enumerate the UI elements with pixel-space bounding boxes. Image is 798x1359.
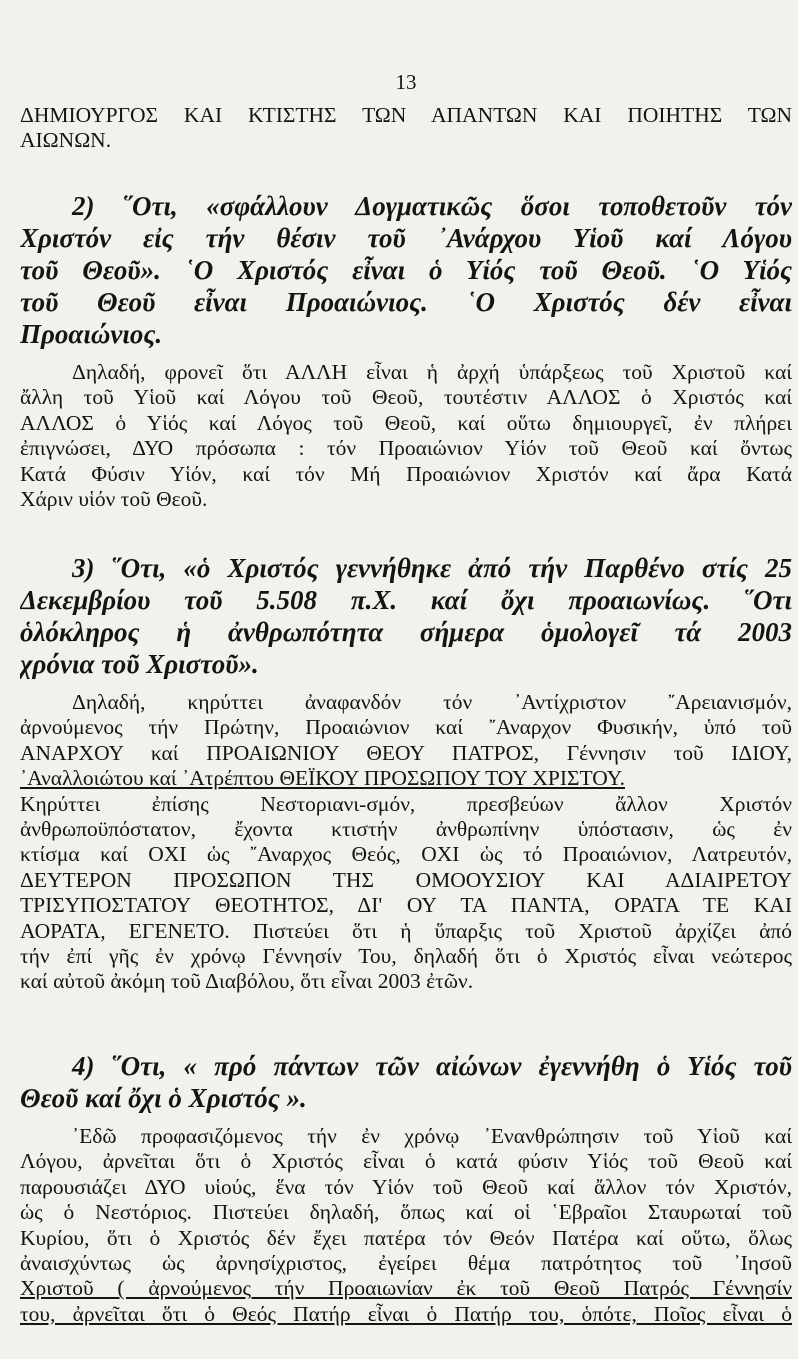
- heading-line: Προαιώνιος.: [20, 319, 163, 349]
- text-line: ὡς ὁ Νεστόριος. Πιστεύει δηλαδή, ὅπως καί οἱ ῾Εβραῖοι Σταυρωταί τοῦ: [20, 1200, 792, 1225]
- heading-line: 3) ῞Οτι, «ὁ Χριστός γεννήθηκε ἀπό τήν Παρθένο στίς 25: [72, 553, 792, 583]
- heading-line: 2) ῞Οτι, «σφάλλουν Δογματικῶς ὅσοι τοποθετοῦν τόν: [72, 191, 792, 221]
- paragraph-2: [20, 360, 792, 512]
- text-line: Κηρύττει ἐπίσης Νεστοριανι-σμόν, πρεσβεύων ἄλλον Χριστόν: [20, 791, 792, 816]
- text-line: Κατά Φύσιν Υἱόν, καί τόν Μή Προαιώνιον Χριστόν καί ἄρα Κατά: [20, 461, 792, 486]
- heading-line: τοῦ Θεοῦ». ῾Ο Χριστός εἶναι ὁ Υἱός τοῦ Θεοῦ. ῾Ο Υἱός: [20, 255, 792, 285]
- text-line: Λόγου, ἀρνεῖται ὅτι ὁ Χριστός εἶναι ὁ κατά φύσιν Υἱός τοῦ Θεοῦ καί: [20, 1149, 792, 1174]
- text-line: ΑΙΩΝΩΝ.: [20, 128, 112, 153]
- text-line: Κυρίου, ὅτι ὁ Χριστός δέν ἔχει πατέρα τόν Θεόν Πατέρα καί οὕτω, ὅλως: [20, 1225, 792, 1250]
- heading-line: Χριστόν εἰς τήν θέσιν τοῦ ᾿Ανάρχου Υἱοῦ καί Λόγου: [20, 223, 792, 253]
- text-line: τήν ἐπί γῆς ἐν χρόνῳ Γέννησίν Του, δηλαδή ὅτι ὁ Χριστός εἶναι νεώτερος: [20, 944, 792, 969]
- text-line: ΑΛΛΟΣ ὁ Υἱός καί Λόγος τοῦ Θεοῦ, καί οὕτω δημιουργεῖ, ἐν πλήρει: [20, 410, 792, 435]
- heading-point-3: [20, 552, 792, 680]
- heading-line: 4) ῞Οτι, « πρό πάντων τῶν αἰώνων ἐγεννήθη ὁ Υἱός τοῦ: [72, 1051, 792, 1081]
- text-line: παρουσιάζει ΔΥΟ υἱούς, ἕνα τόν Υἱόν τοῦ Θεοῦ καί ἄλλον τόν Χριστόν,: [20, 1174, 792, 1199]
- text-line: ᾿Εδῶ προφασιζόμενος τήν ἐν χρόνῳ ᾿Ενανθρώπησιν τοῦ Υἱοῦ καί: [72, 1124, 792, 1148]
- text-line: ἀνθρωποϋπόστατον, ἔχοντα κτιστήν ἀνθρωπίνην ὑπόστασιν, ὡς ἐν: [20, 817, 792, 842]
- heading-line: χρόνια τοῦ Χριστοῦ».: [20, 649, 259, 679]
- text-line: Χάριν υἱόν τοῦ Θεοῦ.: [20, 487, 208, 512]
- text-line: καί αὐτοῦ ἀκόμη τοῦ Διαβόλου, ὅτι εἶναι 2003 ἐτῶν.: [20, 969, 474, 994]
- text-line: ΤΡΙΣΥΠΟΣΤΑΤΟΥ ΘΕΟΤΗΤΟΣ, ΔΙ' ΟΥ ΤΑ ΠΑΝΤΑ, ΟΡΑΤΑ ΤΕ ΚΑΙ: [20, 893, 792, 918]
- heading-line: Δεκεμβρίου τοῦ 5.508 π.Χ. καί ὄχι προαιωνίως. ῞Οτι: [20, 585, 792, 615]
- text-line: Δηλαδή, φρονεῖ ὅτι ΑΛΛΗ εἶναι ἡ ἀρχή ὑπάρξεως τοῦ Χριστοῦ καί: [72, 360, 792, 384]
- text-line-underlined: του, ἀρνεῖται ὅτι ὁ Θεός Πατήρ εἶναι ὁ Πατήρ του, ὁπότε, Ποῖος εἶναι ὁ: [20, 1301, 792, 1326]
- text-line-underlined: Χριστοῦ ( ἀρνούμενος τήν Προαιωνίαν ἐκ τοῦ Θεοῦ Πατρός Γέννησίν: [20, 1276, 792, 1301]
- heading-point-2: [20, 190, 792, 350]
- text-line: ἀρνούμενος τήν Πρώτην, Προαιώνιον καί ῎Αναρχον Φυσικήν, ὑπό τοῦ: [20, 715, 792, 740]
- text-line: ΔΕΥΤΕΡΟΝ ΠΡΟΣΩΠΟΝ ΤΗΣ ΟΜΟΟΥΣΙΟΥ ΚΑΙ ΑΔΙΑΙΡΕΤΟΥ: [20, 867, 792, 892]
- text-line-underlined: ᾿Αναλλοιώτου καί ᾿Ατρέπτου ΘΕΪΚΟΥ ΠΡΟΣΩΠΟΥ ΤΟΥ ΧΡΙΣΤΟΥ.: [20, 766, 625, 791]
- heading-line: ὁλόκληρος ἡ ἀνθρωπότητα σήμερα ὁμολογεῖ τά 2003: [20, 617, 792, 647]
- page-number: 13: [395, 70, 417, 94]
- text-line: ΑΝΑΡΧΟΥ καί ΠΡΟΑΙΩΝΙΟΥ ΘΕΟΥ ΠΑΤΡΟΣ, Γέννησιν τοῦ ΙΔΙΟΥ,: [20, 740, 792, 765]
- intro-paragraph: [20, 103, 792, 154]
- text-line: ἄλλη τοῦ Υἱοῦ καί Λόγου τοῦ Θεοῦ, τουτέστιν ΑΛΛΟΣ ὁ Χριστός καί: [20, 385, 792, 410]
- heading-point-4: [20, 1050, 792, 1114]
- text-line: ΑΟΡΑΤΑ, ΕΓΕΝΕΤΟ. Πιστεύει ὅτι ἡ ὕπαρξις τοῦ Χριστοῦ ἀρχίζει ἀπό: [20, 918, 792, 943]
- paragraph-4: [20, 1124, 792, 1327]
- paragraph-3: [20, 690, 792, 995]
- heading-line: Θεοῦ καί ὄχι ὁ Χριστός ».: [20, 1083, 307, 1113]
- heading-line: τοῦ Θεοῦ εἶναι Προαιώνιος. ῾Ο Χριστός δέν εἶναι: [20, 287, 792, 317]
- text-line: ἀναισχύντως ὡς ἀρνησίχριστος, ἐγείρει θέμα πατρότητος τοῦ ᾿Ιησοῦ: [20, 1251, 792, 1276]
- text-line: κτίσμα καί ΟΧΙ ὡς ῎Αναρχος Θεός, ΟΧΙ ὡς τό Προαιώνιον, Λατρευτόν,: [20, 842, 792, 867]
- text-line: ἐπιγνώσει, ΔΥΟ πρόσωπα : τόν Προαιώνιον Υἱόν τοῦ Θεοῦ καί ὄντως: [20, 436, 792, 461]
- text-line: ΔΗΜΙΟΥΡΓΟΣ ΚΑΙ ΚΤΙΣΤΗΣ ΤΩΝ ΑΠΑΝΤΩΝ ΚΑΙ ΠΟΙΗΤΗΣ ΤΩΝ: [20, 103, 792, 127]
- text-line: Δηλαδή, κηρύττει ἀναφανδόν τόν ᾿Αντίχριστον ῎Αρειανισμόν,: [72, 690, 792, 714]
